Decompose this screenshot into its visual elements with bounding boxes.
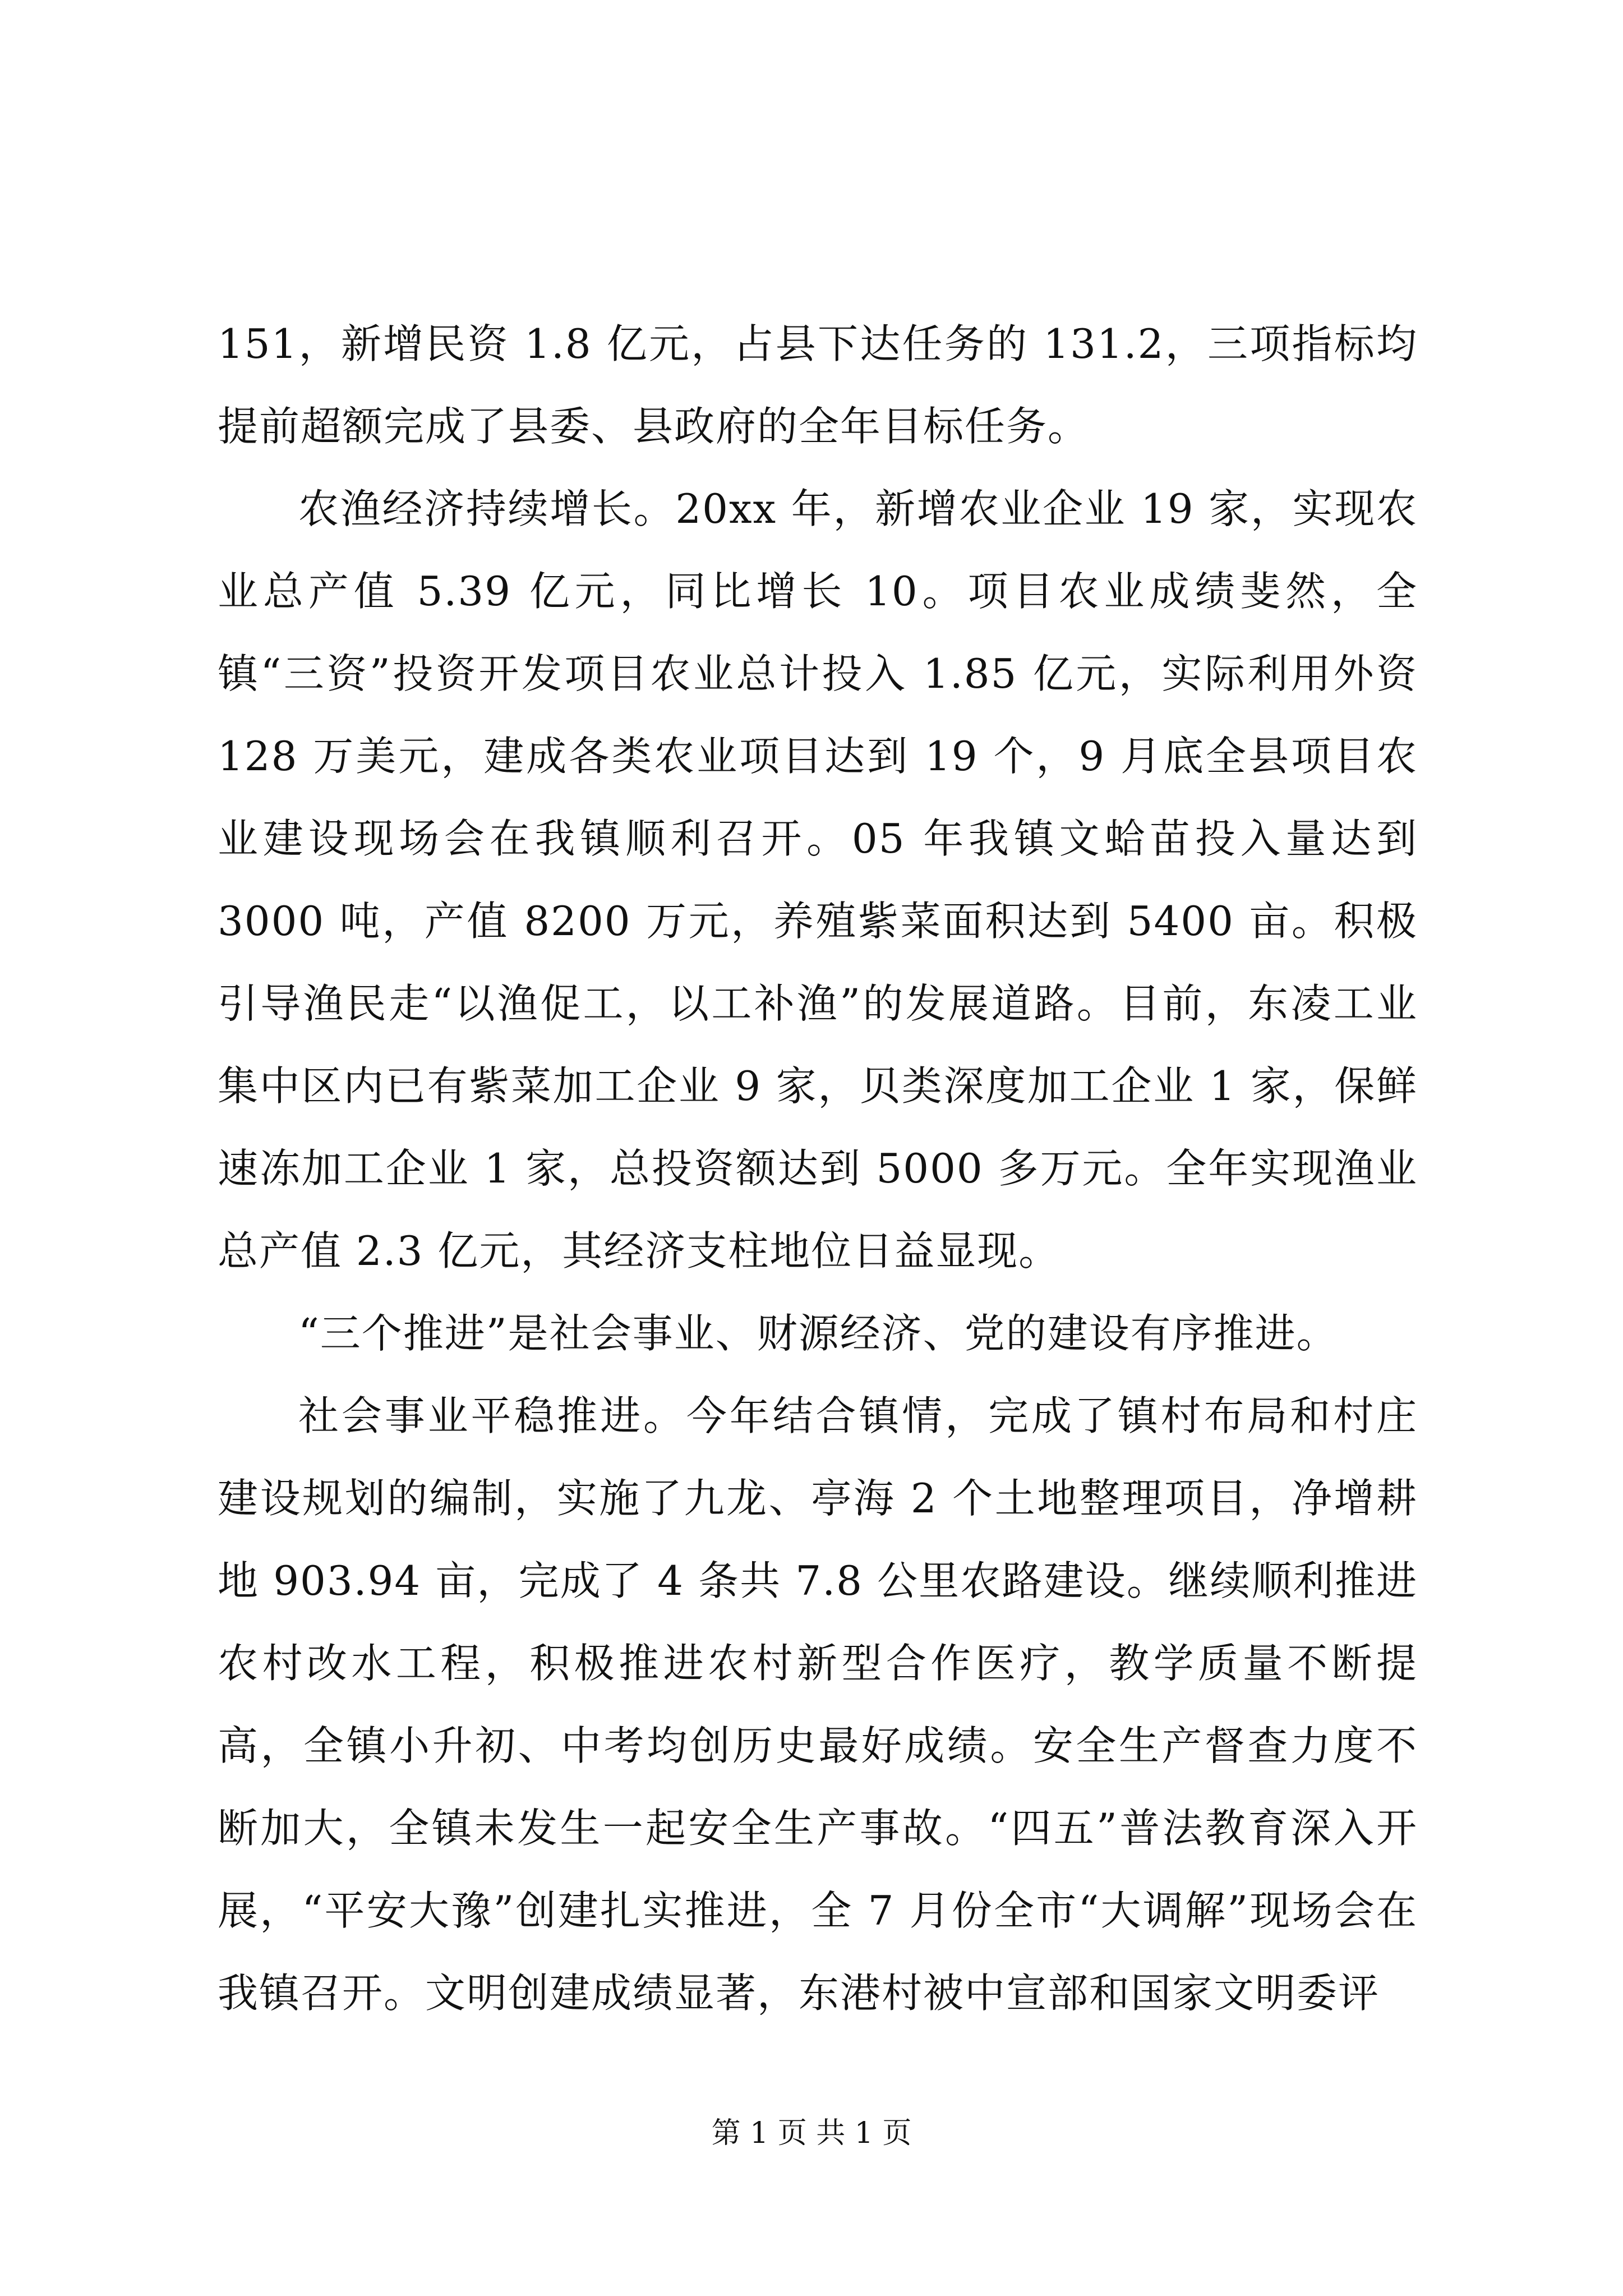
paragraph-4: 社会事业平稳推进。今年结合镇情，完成了镇村布局和村庄建设规划的编制，实施了九龙、亭海 2 个土地整理项目，净增耕地 903.94 亩，完成了 4 条共 7.8 公里农路建设。继续顺利推进农村改水工程，积极推进农村新型合作医疗，教学质量不断提高，全镇小升初、中考均创历史最好成绩。安全生产督查力度不断加大，全镇未发生一起安全生产事故。“四五”普法教育深入开展，“平安大豫”创建扎实推进，全 7 月份全市“大调解”现场会在我镇召开。文明创建成绩显著，东港村被中宣部和国家文明委评 [218, 1392, 1418, 2017]
paragraph-3: “三个推进”是社会事业、财源经济、党的建设有序推进。 [298, 1310, 1338, 1357]
paragraph-1: 151，新增民资 1.8 亿元，占县下达任务的 131.2，三项指标均提前超额完成了县委、县政府的全年目标任务。 [218, 320, 1418, 450]
paragraph-2: 农渔经济持续增长。20xx 年，新增农业企业 19 家，实现农业总产值 5.39 亿元，同比增长 10。项目农业成绩斐然，全镇“三资”投资开发项目农业总计投入 1.85 亿元，实际利用外资 128 万美元，建成各类农业项目达到 19 个，9 月底全县项目农业建设现场会在我镇顺利召开。05 年我镇文蛤苗投入量达到 3000 吨，产值 8200 万元，养殖紫菜面积达到 5400 亩。积极引导渔民走“以渔促工，以工补渔”的发展道路。目前，东凌工业集中区内已有紫菜加工企业 9 家，贝类深度加工企业 1 家，保鲜速冻加工企业 1 家，总投资额达到 5000 多万元。全年实现渔业总产值 2.3 亿元，其经济支柱地位日益显现。 [218, 485, 1418, 1274]
page-footer: 第 1 页 共 1 页 [711, 2116, 912, 2150]
document-body [218, 303, 1418, 2035]
